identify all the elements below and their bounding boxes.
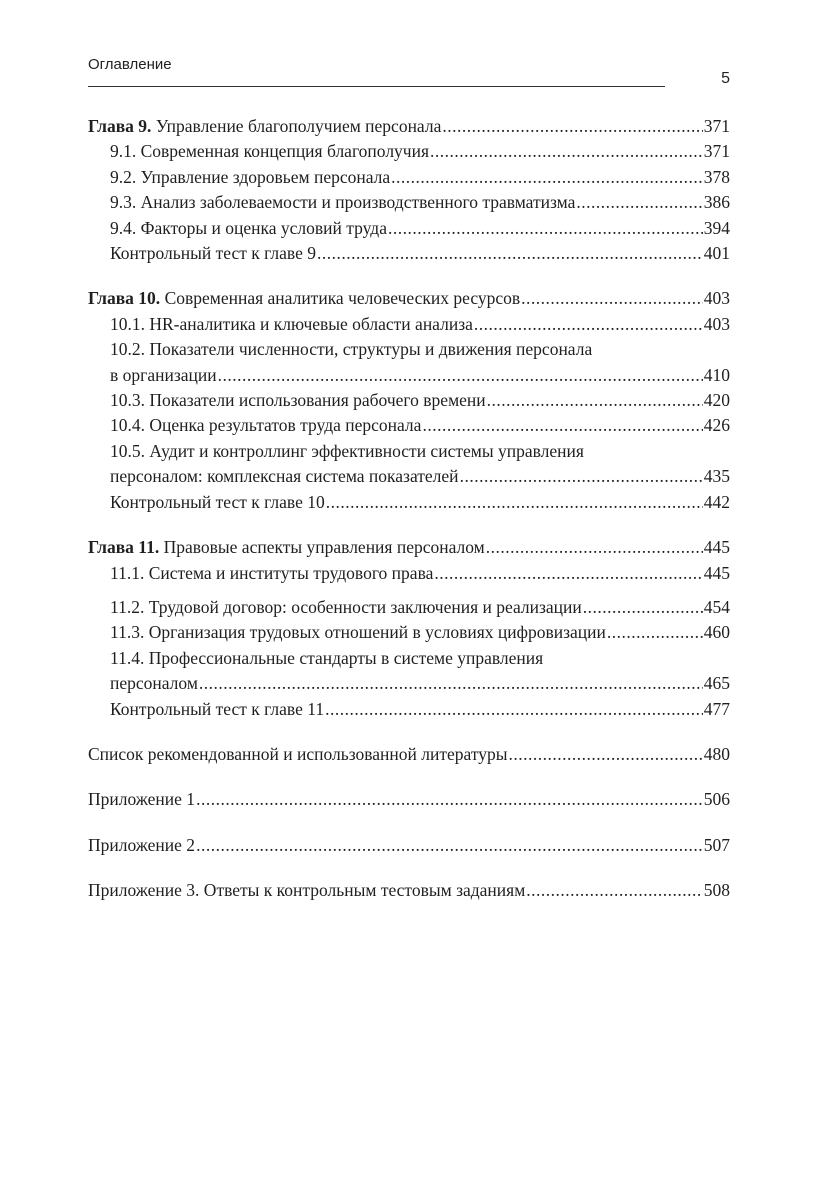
dot-leader — [487, 388, 703, 413]
toc-entry[interactable] — [88, 490, 730, 515]
entry-title: персоналом: комплексная система показателей — [110, 466, 459, 487]
entry-title-line-1: 11.4. Профессиональные стандарты в системе управления — [110, 647, 544, 668]
dot-leader — [583, 595, 703, 620]
header-rule — [88, 86, 665, 87]
dot-leader — [434, 561, 702, 586]
entry-title: 10.3. Показатели использования рабочего времени — [110, 390, 486, 411]
toc-entry[interactable] — [88, 241, 730, 266]
page-ref: 378 — [703, 166, 730, 187]
page-ref: 403 — [703, 313, 730, 334]
dot-leader — [218, 363, 703, 388]
entry-title: Приложение 1 — [88, 789, 196, 810]
dot-leader — [521, 286, 703, 311]
toc-entry[interactable] — [88, 216, 730, 241]
toc-entry[interactable] — [88, 165, 730, 190]
dot-leader — [460, 464, 703, 489]
toc-chapter-heading[interactable] — [88, 114, 730, 139]
dot-leader — [526, 878, 702, 903]
toc-appendix-2 — [88, 833, 730, 858]
page-ref: 460 — [703, 622, 730, 643]
dot-leader — [196, 787, 703, 812]
toc-appendix-1 — [88, 787, 730, 812]
toc-entry[interactable] — [88, 620, 730, 645]
entry-title-line-1: 10.5. Аудит и контроллинг эффективности системы управления — [110, 440, 584, 461]
entry-title-line-1: 10.2. Показатели численности, структуры и движения персонала — [110, 339, 593, 360]
toc-entry[interactable] — [88, 595, 730, 620]
page-ref: 403 — [703, 288, 730, 309]
entry-title: в организации — [110, 364, 217, 385]
chapter-title: Правовые аспекты управления персоналом — [163, 537, 485, 558]
toc-chapter-11 — [88, 535, 730, 722]
entry-title: 11.2. Трудовой договор: особенности заключения и реализации — [110, 596, 582, 617]
entry-title: Контрольный тест к главе 9 — [110, 243, 316, 264]
page-ref: 394 — [703, 217, 730, 238]
toc-appendix-3 — [88, 878, 730, 903]
toc-chapter-heading[interactable] — [88, 286, 730, 311]
entry-title: 10.4. Оценка результатов труда персонала — [110, 415, 422, 436]
dot-leader — [607, 620, 703, 645]
page-ref: 508 — [703, 880, 730, 901]
toc-entry[interactable] — [88, 697, 730, 722]
toc-literature — [88, 742, 730, 767]
page-ref: 442 — [703, 491, 730, 512]
page-ref: 445 — [703, 562, 730, 583]
table-of-contents — [88, 114, 730, 924]
entry-title: персоналом — [110, 673, 198, 694]
entry-title: Приложение 3. Ответы к контрольным тестовым заданиям — [88, 880, 526, 901]
toc-entry[interactable] — [88, 787, 730, 812]
page-ref: 420 — [703, 390, 730, 411]
dot-leader — [422, 413, 702, 438]
entry-title: 9.3. Анализ заболеваемости и производственного травматизма — [110, 192, 576, 213]
entry-title: 11.1. Система и институты трудового права — [110, 562, 434, 583]
entry-title: Приложение 2 — [88, 834, 196, 855]
page-number: 5 — [721, 70, 730, 87]
running-header-title: Оглавление — [88, 56, 172, 73]
page-ref: 465 — [703, 673, 730, 694]
chapter-title: Управление благополучием персонала — [155, 116, 442, 136]
page-ref: 386 — [703, 192, 730, 213]
dot-leader — [430, 139, 703, 164]
toc-entry[interactable] — [88, 337, 730, 388]
page-ref: 426 — [703, 415, 730, 436]
chapter-number: Глава 11. — [88, 537, 160, 558]
toc-entry[interactable] — [88, 878, 730, 903]
toc-chapter-heading[interactable] — [88, 535, 730, 560]
chapter-number: Глава 9. — [88, 116, 152, 136]
entry-title: 11.3. Организация трудовых отношений в условиях цифровизации — [110, 622, 606, 643]
page-ref: 445 — [703, 537, 730, 558]
toc-chapter-10 — [88, 286, 730, 515]
page-ref: 371 — [703, 116, 730, 136]
entry-title: 10.1. HR-аналитика и ключевые области анализа — [110, 313, 473, 334]
page-ref: 454 — [703, 596, 730, 617]
dot-leader — [391, 165, 703, 190]
toc-entry[interactable] — [88, 646, 730, 697]
toc-entry[interactable] — [88, 312, 730, 337]
page-ref: 410 — [703, 364, 730, 385]
toc-entry[interactable] — [88, 190, 730, 215]
chapter-title: Современная аналитика человеческих ресурсов — [164, 288, 521, 309]
entry-title: 9.2. Управление здоровьем персонала — [110, 166, 391, 187]
dot-leader — [509, 742, 703, 767]
toc-entry[interactable] — [88, 561, 730, 586]
page-ref: 435 — [703, 466, 730, 487]
toc-entry[interactable] — [88, 413, 730, 438]
entry-title: Контрольный тест к главе 10 — [110, 491, 325, 512]
dot-leader — [576, 190, 702, 215]
page-ref: 477 — [703, 698, 730, 719]
entry-title: 9.1. Современная концепция благополучия — [110, 141, 430, 162]
entry-title: Контрольный тест к главе 11 — [110, 698, 325, 719]
toc-entry[interactable] — [88, 439, 730, 490]
dot-leader — [196, 833, 703, 858]
entry-title: 9.4. Факторы и оценка условий труда — [110, 217, 387, 238]
dot-leader — [474, 312, 703, 337]
chapter-number: Глава 10. — [88, 288, 161, 309]
dot-leader — [199, 671, 703, 696]
dot-leader — [442, 114, 702, 139]
page-ref: 371 — [703, 141, 730, 162]
page-ref: 506 — [703, 789, 730, 810]
toc-entry[interactable] — [88, 388, 730, 413]
page-ref: 480 — [703, 743, 730, 764]
toc-entry[interactable] — [88, 139, 730, 164]
dot-leader — [388, 216, 703, 241]
dot-leader — [486, 535, 703, 560]
dot-leader — [325, 697, 703, 722]
toc-entry[interactable] — [88, 833, 730, 858]
dot-leader — [326, 490, 703, 515]
dot-leader — [317, 241, 703, 266]
toc-entry[interactable] — [88, 742, 730, 767]
page-ref: 507 — [703, 834, 730, 855]
entry-title: Список рекомендованной и использованной литературы — [88, 743, 508, 764]
page-ref: 401 — [703, 243, 730, 264]
toc-chapter-9 — [88, 114, 730, 266]
